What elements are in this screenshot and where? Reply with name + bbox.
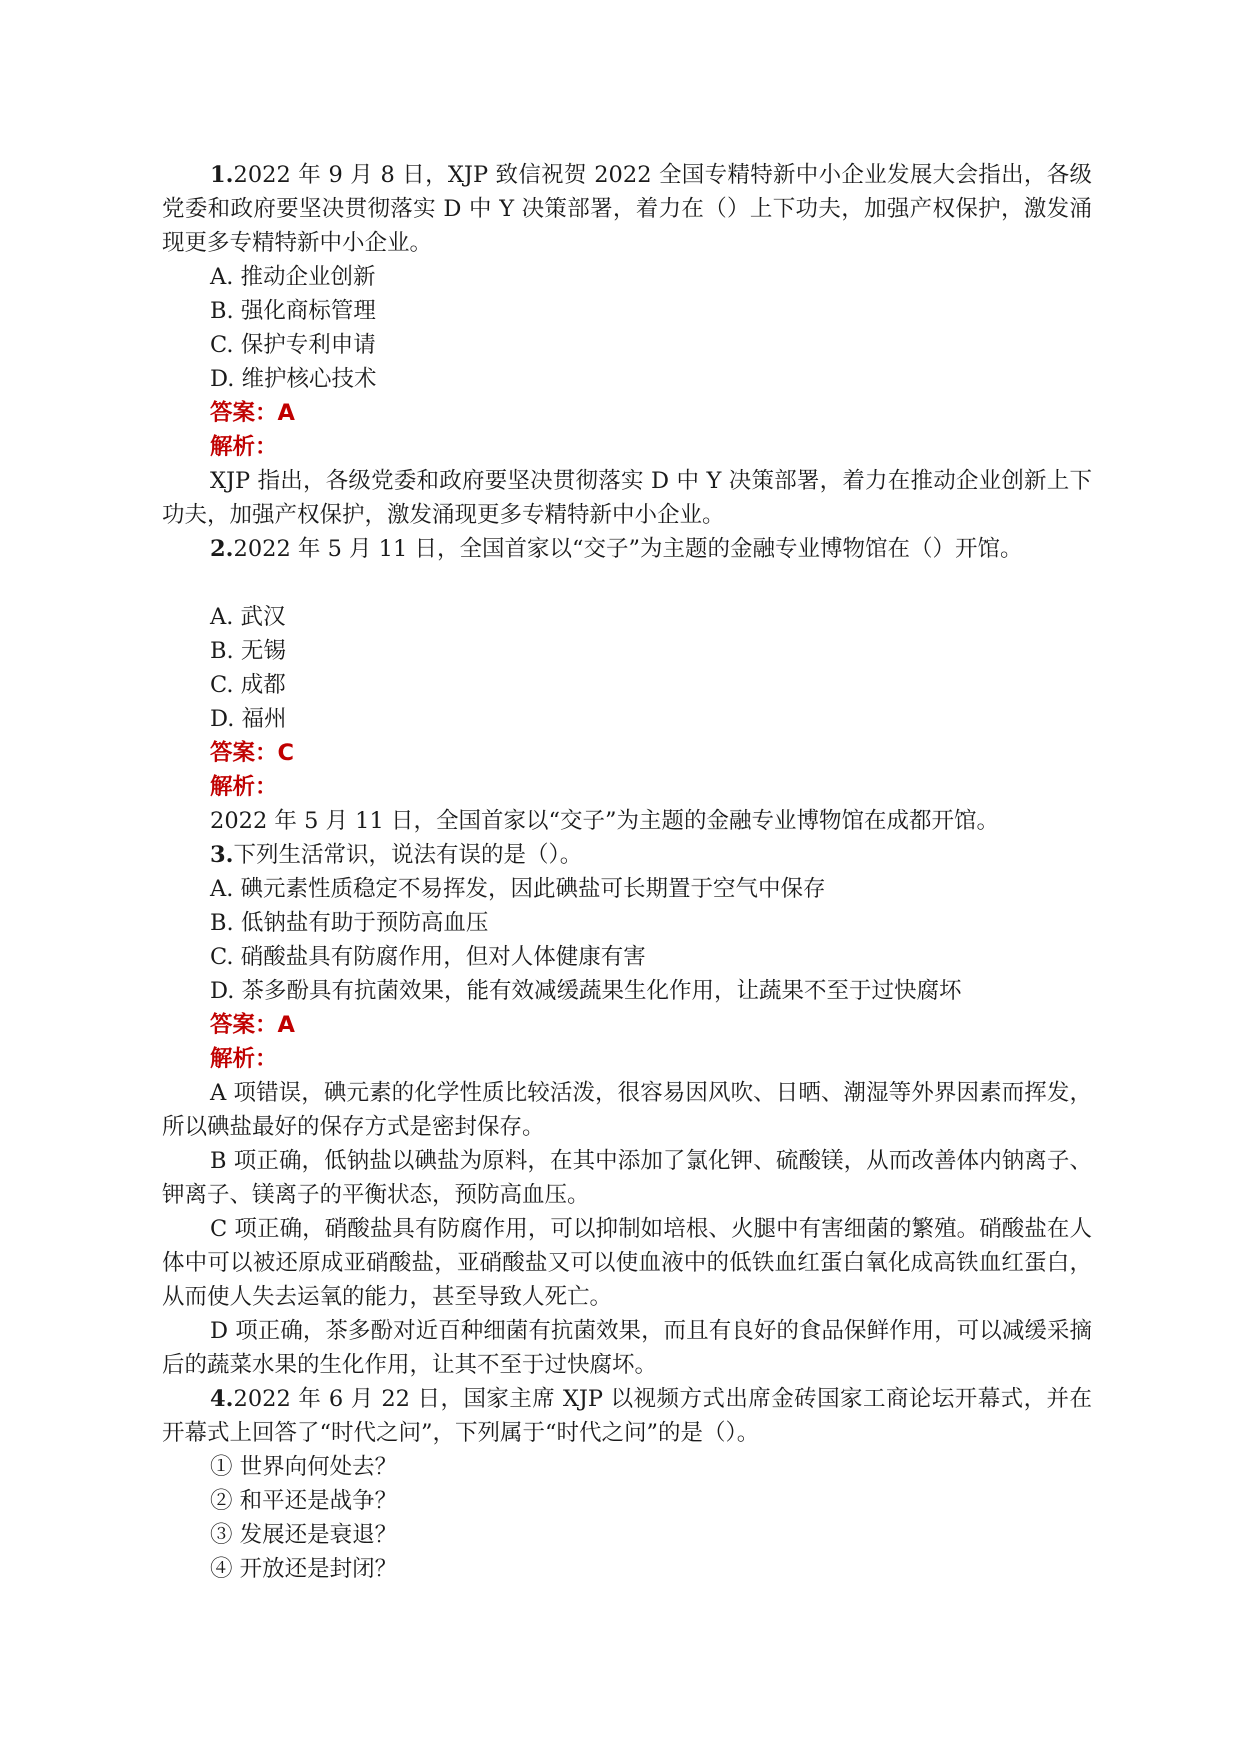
question-number: 2. bbox=[210, 536, 234, 562]
question-2 bbox=[162, 532, 1092, 838]
option: B. 无锡 bbox=[210, 638, 286, 664]
option: D. 茶多酚具有抗菌效果，能有效减缓蔬果生化作用，让蔬果不至于过快腐坏 bbox=[210, 978, 962, 1004]
option: ② 和平还是战争？ bbox=[210, 1488, 398, 1514]
analysis-paragraph: A 项错误，碘元素的化学性质比较活泼，很容易因风吹、日晒、潮湿等外界因素而挥发，所以碘盐最好的保存方式是密封保存。 bbox=[162, 1080, 1092, 1140]
option: D. 维护核心技术 bbox=[210, 366, 377, 392]
option: C. 硝酸盐具有防腐作用，但对人体健康有害 bbox=[210, 944, 646, 970]
question-1 bbox=[162, 158, 1092, 532]
question-stem bbox=[162, 158, 1092, 260]
option: D. 福州 bbox=[210, 706, 287, 732]
option: A. 推动企业创新 bbox=[210, 264, 376, 290]
answer: 答案：A bbox=[210, 1012, 295, 1038]
option: A. 武汉 bbox=[210, 604, 286, 630]
answer: 答案：C bbox=[210, 740, 295, 766]
question-number: 4. bbox=[210, 1386, 234, 1412]
analysis-label: 解析： bbox=[210, 1046, 278, 1072]
blank-line bbox=[162, 566, 1092, 600]
question-stem bbox=[162, 838, 1092, 872]
question-4 bbox=[162, 1382, 1092, 1586]
analysis-paragraph: D 项正确，茶多酚对近百种细菌有抗菌效果，而且有良好的食品保鲜作用，可以减缓采摘后的蔬菜水果的生化作用，让其不至于过快腐坏。 bbox=[162, 1318, 1092, 1378]
analysis-label: 解析： bbox=[210, 434, 278, 460]
option: B. 强化商标管理 bbox=[210, 298, 376, 324]
analysis-paragraph: C 项正确，硝酸盐具有防腐作用，可以抑制如培根、火腿中有害细菌的繁殖。硝酸盐在人体中可以被还原成亚硝酸盐，亚硝酸盐又可以使血液中的低铁血红蛋白氧化成高铁血红蛋白，从而使人失去运氧的能力，甚至导致人死亡。 bbox=[162, 1216, 1092, 1310]
question-text: 下列生活常识，说法有误的是（）。 bbox=[233, 842, 583, 868]
question-3 bbox=[162, 838, 1092, 1382]
question-text: 2022 年 9 月 8 日，XJP 致信祝贺 2022 全国专精特新中小企业发展大会指出，各级党委和政府要坚决贯彻落实 D 中 Y 决策部署，着力在（）上下功夫，加强产权保护，激发涌现更多专精特新中小企业。 bbox=[162, 162, 1092, 256]
option: ① 世界向何处去？ bbox=[210, 1454, 398, 1480]
document-page bbox=[162, 158, 1092, 1586]
analysis-paragraph: XJP 指出，各级党委和政府要坚决贯彻落实 D 中 Y 决策部署，着力在推动企业创新上下功夫，加强产权保护，激发涌现更多专精特新中小企业。 bbox=[162, 468, 1092, 528]
question-number: 3. bbox=[210, 842, 234, 868]
option: ④ 开放还是封闭？ bbox=[210, 1556, 398, 1582]
analysis-paragraph: B 项正确，低钠盐以碘盐为原料，在其中添加了氯化钾、硫酸镁，从而改善体内钠离子、钾离子、镁离子的平衡状态，预防高血压。 bbox=[162, 1148, 1092, 1208]
analysis-label: 解析： bbox=[210, 774, 278, 800]
option: B. 低钠盐有助于预防高血压 bbox=[210, 910, 489, 936]
option: C. 成都 bbox=[210, 672, 286, 698]
option: A. 碘元素性质稳定不易挥发，因此碘盐可长期置于空气中保存 bbox=[210, 876, 826, 902]
option: ③ 发展还是衰退？ bbox=[210, 1522, 398, 1548]
question-stem bbox=[162, 1382, 1092, 1450]
question-text: 2022 年 6 月 22 日，国家主席 XJP 以视频方式出席金砖国家工商论坛开幕式，并在开幕式上回答了“时代之问”，下列属于“时代之问”的是（）。 bbox=[162, 1386, 1092, 1446]
question-number: 1. bbox=[210, 162, 234, 188]
option: C. 保护专利申请 bbox=[210, 332, 376, 358]
question-stem bbox=[162, 532, 1092, 566]
question-text: 2022 年 5 月 11 日，全国首家以“交子”为主题的金融专业博物馆在（）开馆。 bbox=[233, 536, 1023, 562]
analysis-paragraph: 2022 年 5 月 11 日，全国首家以“交子”为主题的金融专业博物馆在成都开馆。 bbox=[210, 808, 999, 834]
answer: 答案：A bbox=[210, 400, 295, 426]
